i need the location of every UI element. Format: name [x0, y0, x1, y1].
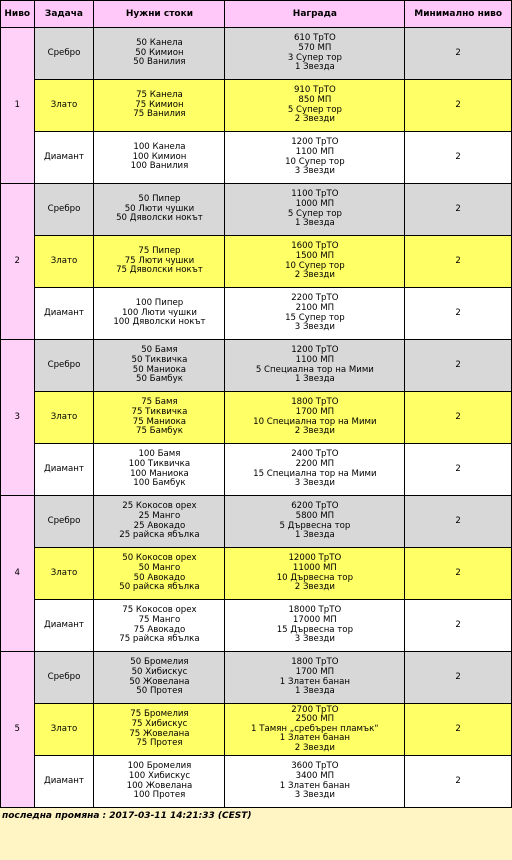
- goods-item: 100 Хибискус: [128, 770, 191, 781]
- reward-item: 3 Звезди: [294, 478, 335, 489]
- goods-item: 75 Люти чушки: [124, 255, 195, 266]
- goods-item: 50 Дяволски нокът: [116, 213, 203, 224]
- reward-item: 5 Супер тор: [287, 104, 342, 115]
- required-goods: [94, 132, 224, 183]
- header-min-level: Минимално ниво: [405, 1, 511, 27]
- reward-item: 1 Звезда: [294, 686, 335, 697]
- reward-list: [225, 548, 404, 599]
- goods-item: 100 Тиквичка: [128, 458, 191, 469]
- level-number: 4: [1, 496, 34, 651]
- goods-item: 50 Протея: [136, 686, 183, 697]
- task-name: Диамант: [35, 132, 94, 183]
- goods-item: 75 Бромелия: [130, 709, 189, 720]
- reward-item: 1 Звезда: [294, 374, 335, 385]
- goods-item: 100 Протея: [133, 790, 186, 801]
- reward-item: 2200 МП: [295, 458, 335, 469]
- goods-item: 75 Манго: [138, 614, 181, 625]
- reward-item: 2 Звезди: [294, 114, 335, 125]
- level-number: 1: [1, 28, 34, 183]
- goods-item: 25 райска ябълка: [119, 530, 200, 541]
- reward-item: 1700 МП: [295, 666, 335, 677]
- level-number: 3: [1, 340, 34, 495]
- level-number: 5: [1, 652, 34, 807]
- min-level: 2: [405, 28, 511, 79]
- reward-list: [225, 236, 404, 287]
- reward-list: [225, 652, 404, 703]
- min-level: 2: [405, 184, 511, 235]
- required-goods: [94, 496, 224, 547]
- reward-item: 2500 МП: [295, 714, 335, 725]
- goods-item: 100 Бамбук: [133, 478, 186, 489]
- goods-item: 50 Манго: [138, 562, 181, 573]
- task-name: Сребро: [35, 340, 94, 391]
- goods-item: 100 Канела: [133, 142, 186, 153]
- min-level: 2: [405, 600, 511, 651]
- reward-list: [225, 288, 404, 339]
- table-row: [1, 496, 511, 547]
- min-level: 2: [405, 756, 511, 807]
- required-goods: [94, 80, 224, 131]
- reward-item: 12000 ТрТО: [288, 553, 342, 564]
- reward-item: 1800 ТрТО: [291, 397, 339, 408]
- min-level: 2: [405, 80, 511, 131]
- header-reward: Награда: [225, 1, 404, 27]
- reward-list: [225, 184, 404, 235]
- goods-item: 50 Маниока: [132, 364, 187, 375]
- min-level: 2: [405, 288, 511, 339]
- goods-item: 50 Хибискус: [131, 666, 188, 677]
- reward-item: 10 Дървесна тор: [276, 572, 354, 583]
- reward-item: 1100 ТрТО: [291, 189, 339, 200]
- reward-item: 5800 МП: [295, 510, 335, 521]
- task-name: Злато: [35, 236, 94, 287]
- goods-item: 25 Манго: [138, 510, 181, 521]
- required-goods: [94, 444, 224, 495]
- reward-item: 6200 ТрТО: [291, 501, 339, 512]
- required-goods: [94, 652, 224, 703]
- reward-item: 1 Звезда: [294, 218, 335, 229]
- reward-item: 1700 МП: [295, 406, 335, 417]
- min-level: 2: [405, 548, 511, 599]
- required-goods: [94, 288, 224, 339]
- goods-item: 100 Люти чушки: [121, 307, 197, 318]
- reward-item: 3 Звезди: [294, 790, 335, 801]
- task-name: Диамант: [35, 600, 94, 651]
- table-row: [1, 28, 511, 79]
- reward-item: 10 Специална тор на Мими: [253, 416, 377, 427]
- min-level: 2: [405, 496, 511, 547]
- task-name: Сребро: [35, 184, 94, 235]
- min-level: 2: [405, 340, 511, 391]
- required-goods: [94, 600, 224, 651]
- goods-item: 75 Ванилия: [133, 109, 186, 120]
- reward-item: 2100 МП: [295, 302, 335, 313]
- min-level: 2: [405, 652, 511, 703]
- goods-item: 75 Кимион: [135, 99, 184, 110]
- goods-item: 25 Кокосов орех: [122, 501, 197, 512]
- reward-item: 5 Дървесна тор: [279, 520, 351, 531]
- reward-list: [225, 444, 404, 495]
- reward-item: 1800 ТрТО: [291, 657, 339, 668]
- reward-item: 1000 МП: [295, 198, 335, 209]
- table-row: [1, 80, 511, 131]
- reward-list: [225, 132, 404, 183]
- goods-item: 75 Жовелана: [129, 728, 190, 739]
- goods-item: 75 Маниока: [132, 416, 187, 427]
- goods-item: 100 Бромелия: [127, 761, 192, 772]
- required-goods: [94, 28, 224, 79]
- goods-item: 50 Тиквичка: [131, 354, 188, 365]
- table-row: [1, 184, 511, 235]
- goods-item: 50 Бромелия: [130, 657, 189, 668]
- reward-item: 1 Звезда: [294, 530, 335, 541]
- task-name: Диамант: [35, 444, 94, 495]
- required-goods: [94, 236, 224, 287]
- goods-item: 50 райска ябълка: [119, 582, 200, 593]
- reward-item: 2 Звезди: [294, 426, 335, 437]
- reward-list: [225, 392, 404, 443]
- reward-item: 10 Супер тор: [285, 156, 345, 167]
- reward-item: 1600 ТрТО: [291, 241, 339, 252]
- required-goods: [94, 756, 224, 807]
- min-level: 2: [405, 444, 511, 495]
- reward-item: 2 Звезди: [294, 742, 335, 753]
- reward-item: 3400 МП: [295, 770, 335, 781]
- reward-item: 3 Звезди: [294, 322, 335, 333]
- reward-item: 15 Дървесна тор: [276, 624, 354, 635]
- reward-list: [225, 28, 404, 79]
- reward-item: 1200 ТрТО: [291, 137, 339, 148]
- reward-item: 2200 ТрТО: [291, 293, 339, 304]
- goods-item: 100 Жовелана: [126, 780, 193, 791]
- header-goods: Нужни стоки: [94, 1, 224, 27]
- task-name: Злато: [35, 392, 94, 443]
- header-task: Задача: [35, 1, 94, 27]
- header-row: [1, 1, 511, 27]
- reward-list: [225, 756, 404, 807]
- goods-item: 75 Авокадо: [133, 624, 186, 635]
- reward-list: [225, 496, 404, 547]
- reward-list: [225, 704, 404, 755]
- required-goods: [94, 704, 224, 755]
- min-level: 2: [405, 704, 511, 755]
- task-name: Сребро: [35, 496, 94, 547]
- goods-item: 75 Пипер: [138, 246, 181, 257]
- min-level: 2: [405, 236, 511, 287]
- reward-item: 1 Тамян „сребърен пламък“: [251, 723, 379, 734]
- reward-item: 11000 МП: [292, 562, 337, 573]
- goods-item: 100 Кимион: [132, 151, 187, 162]
- reward-item: 3 Звезди: [294, 634, 335, 645]
- quest-body: [1, 28, 511, 807]
- required-goods: [94, 184, 224, 235]
- task-name: Диамант: [35, 756, 94, 807]
- goods-item: 100 Бамя: [138, 449, 181, 460]
- reward-item: 3 Супер тор: [287, 52, 342, 63]
- table-row: [1, 132, 511, 183]
- goods-item: 75 Хибискус: [131, 718, 188, 729]
- reward-item: 1 Златен банан: [279, 780, 350, 791]
- reward-item: 570 МП: [298, 42, 332, 53]
- table-row: [1, 340, 511, 391]
- goods-item: 50 Люти чушки: [124, 203, 195, 214]
- reward-item: 1 Звезда: [294, 62, 335, 73]
- goods-item: 50 Канела: [136, 38, 183, 49]
- goods-item: 75 Кокосов орех: [122, 605, 197, 616]
- goods-item: 75 Тиквичка: [131, 406, 188, 417]
- goods-item: 75 Бамя: [141, 397, 178, 408]
- goods-item: 100 Маниока: [130, 468, 189, 479]
- goods-item: 50 Пипер: [138, 194, 181, 205]
- reward-item: 18000 ТрТО: [288, 605, 342, 616]
- reward-item: 3 Звезди: [294, 166, 335, 177]
- table-row: [1, 288, 511, 339]
- reward-list: [225, 80, 404, 131]
- reward-item: 5 Специална тор на Мими: [255, 364, 374, 375]
- goods-item: 100 Ванилия: [130, 161, 189, 172]
- reward-item: 2400 ТрТО: [291, 449, 339, 460]
- reward-item: 5 Супер тор: [287, 208, 342, 219]
- reward-item: 3600 ТрТО: [291, 761, 339, 772]
- level-number: 2: [1, 184, 34, 339]
- reward-item: 1100 МП: [295, 146, 335, 157]
- table-row: [1, 652, 511, 703]
- table-row: [1, 600, 511, 651]
- table-row: [1, 392, 511, 443]
- goods-item: 75 Бамбук: [136, 426, 183, 437]
- task-name: Сребро: [35, 652, 94, 703]
- reward-list: [225, 340, 404, 391]
- header-level: Ниво: [1, 1, 34, 27]
- reward-item: 1 Златен банан: [279, 676, 350, 687]
- reward-item: 2700 ТрТО: [291, 704, 339, 715]
- reward-item: 910 ТрТО: [293, 85, 336, 96]
- task-name: Злато: [35, 80, 94, 131]
- task-name: Сребро: [35, 28, 94, 79]
- goods-item: 100 Пипер: [135, 298, 184, 309]
- task-name: Диамант: [35, 288, 94, 339]
- goods-item: 75 Протея: [136, 738, 183, 749]
- reward-item: 15 Специална тор на Мими: [253, 468, 377, 479]
- last-modified: последна промяна : 2017-03-11 14:21:33 (CEST): [2, 811, 252, 821]
- goods-item: 50 Авокадо: [133, 572, 186, 583]
- required-goods: [94, 392, 224, 443]
- table-row: [1, 548, 511, 599]
- reward-item: 15 Супер тор: [285, 312, 345, 323]
- reward-item: 2 Звезди: [294, 582, 335, 593]
- task-name: Злато: [35, 548, 94, 599]
- reward-item: 1 Златен банан: [279, 733, 350, 744]
- goods-item: 50 Кимион: [135, 47, 184, 58]
- goods-item: 75 Канела: [136, 90, 183, 101]
- table-row: [1, 756, 511, 807]
- task-name: Злато: [35, 704, 94, 755]
- reward-item: 610 ТрТО: [293, 33, 336, 44]
- reward-list: [225, 600, 404, 651]
- reward-item: 1100 МП: [295, 354, 335, 365]
- goods-item: 50 Бамбук: [136, 374, 183, 385]
- goods-item: 50 Жовелана: [129, 676, 190, 687]
- reward-item: 10 Супер тор: [285, 260, 345, 271]
- required-goods: [94, 548, 224, 599]
- goods-item: 50 Ванилия: [133, 57, 186, 68]
- table-row: [1, 236, 511, 287]
- goods-item: 75 Дяволски нокът: [116, 265, 203, 276]
- reward-item: 1500 МП: [295, 250, 335, 261]
- reward-item: 2 Звезди: [294, 270, 335, 281]
- goods-item: 50 Бамя: [141, 345, 178, 356]
- goods-item: 75 райска ябълка: [119, 634, 200, 645]
- reward-item: 850 МП: [298, 94, 332, 105]
- table-row: [1, 704, 511, 755]
- min-level: 2: [405, 392, 511, 443]
- goods-item: 50 Кокосов орех: [122, 553, 197, 564]
- reward-item: 17000 МП: [292, 614, 337, 625]
- min-level: 2: [405, 132, 511, 183]
- table-row: [1, 444, 511, 495]
- goods-item: 100 Дяволски нокът: [113, 317, 206, 328]
- goods-item: 25 Авокадо: [133, 520, 186, 531]
- required-goods: [94, 340, 224, 391]
- reward-item: 1200 ТрТО: [291, 345, 339, 356]
